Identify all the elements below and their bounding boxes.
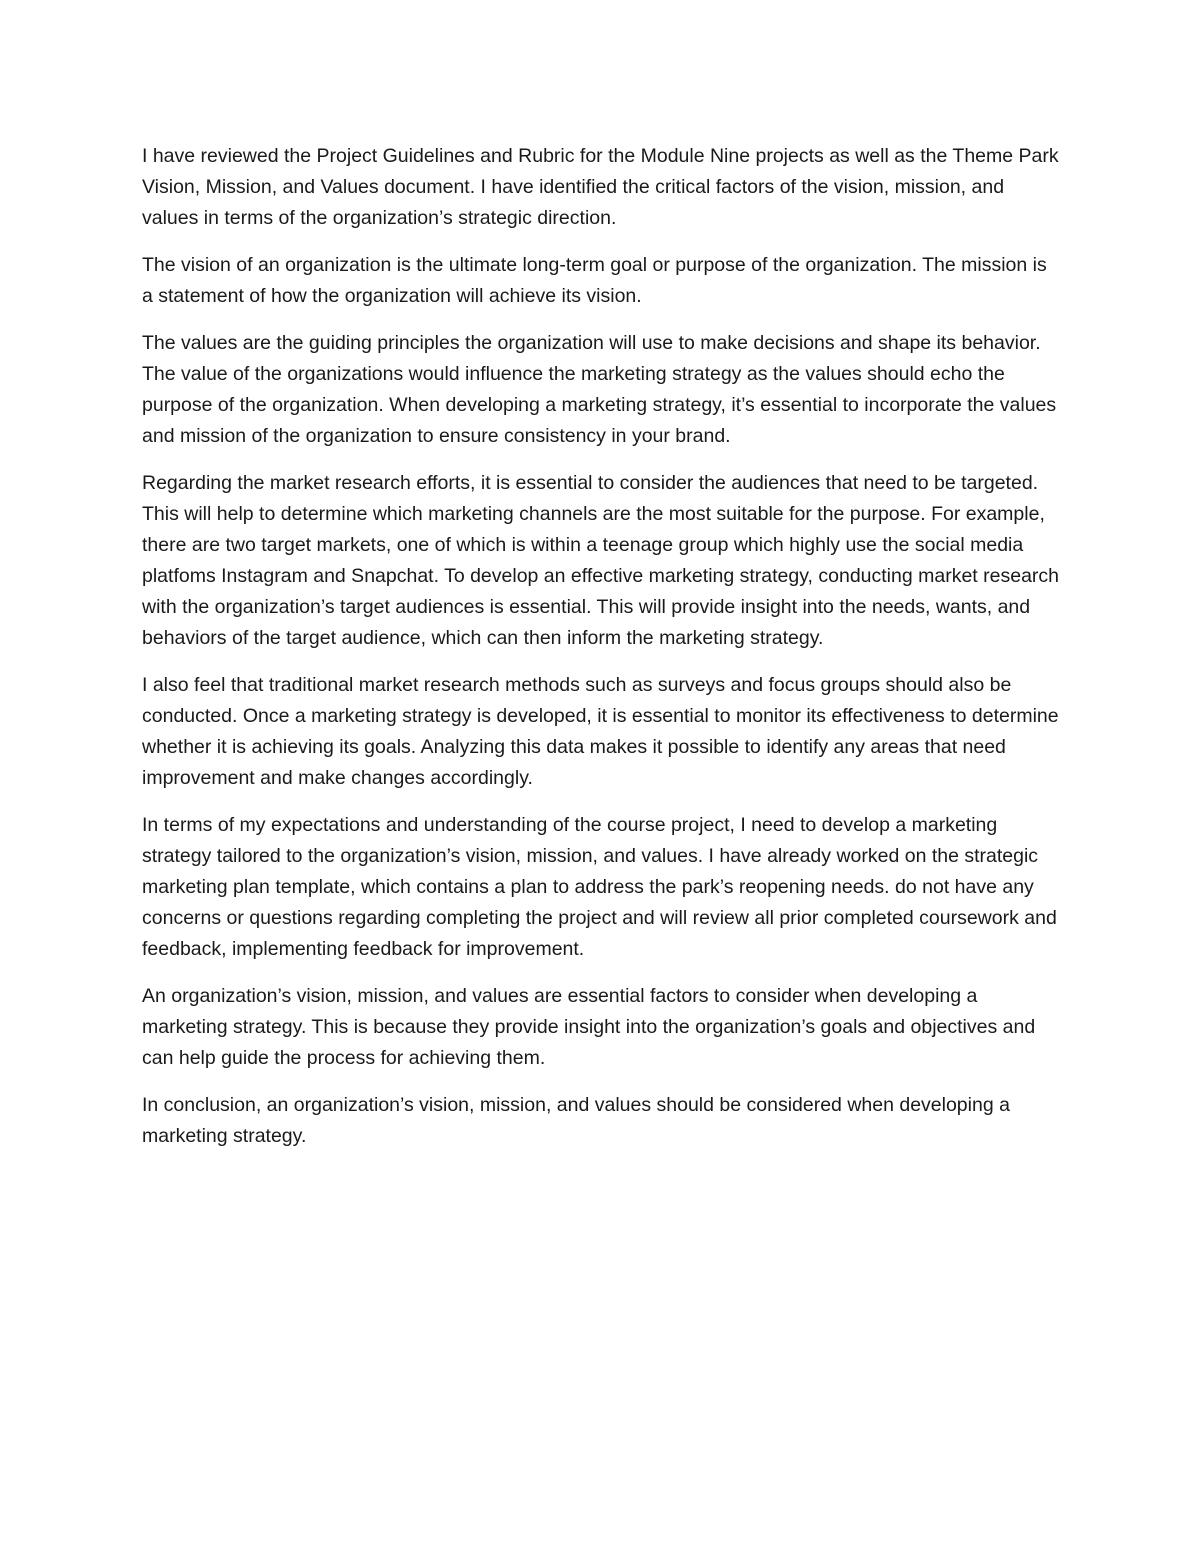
paragraph-essential-factors: An organization’s vision, mission, and values are essential factors to consider when developing a marketing strategy. This is because they provide insight into the organization’s goals and objectives and can help guide the process for achieving them. [142, 985, 1036, 1069]
paragraph-review-statement: I have reviewed the Project Guidelines and Rubric for the Module Nine projects as well as the Theme Park Vision, Mission, and Values document. I have identified the critical factors of the vision, mission, and values in terms of the organization’s strategic direction. [142, 145, 1059, 229]
paragraph-expectations: In terms of my expectations and understanding of the course project, I need to develop a marketing strategy tailored to the organization’s vision, mission, and values. I have already worked on the strategic marketing plan template, which contains a plan to address the park’s reopening needs. do not have any concerns or questions regarding completing the project and will review all prior completed coursework and feedback, implementing feedback for improvement. [142, 814, 1057, 960]
paragraph-values: The values are the guiding principles the organization will use to make decisions and shape its behavior. The value of the organizations would influence the marketing strategy as the values should echo the purpose of the organization. When developing a marketing strategy, it’s essential to incorporate the values and mission of the organization to ensure consistency in your brand. [142, 332, 1057, 447]
paragraph-traditional-methods: I also feel that traditional market research methods such as surveys and focus groups should also be conducted. Once a marketing strategy is developed, it is essential to monitor its effectiveness to determine whether it is achieving its goals. Analyzing this data makes it possible to identify any areas that need improvement and make changes accordingly. [142, 674, 1059, 789]
paragraph-vision-mission: The vision of an organization is the ultimate long-term goal or purpose of the organization. The mission is a statement of how the organization will achieve its vision. [142, 254, 1047, 307]
paragraph-market-research: Regarding the market research efforts, it is essential to consider the audiences that need to be targeted. This will help to determine which marketing channels are the most suitable for the purpose. For example, there are two target markets, one of which is within a teenage group which highly use the social media platfoms Instagram and Snapchat. To develop an effective marketing strategy, conducting market research with the organization’s target audiences is essential. This will provide insight into the needs, wants, and behaviors of the target audience, which can then inform the marketing strategy. [142, 472, 1060, 649]
paragraph-conclusion: In conclusion, an organization’s vision, mission, and values should be considered when developing a marketing strategy. [142, 1094, 1010, 1147]
document-body [142, 141, 1062, 1168]
